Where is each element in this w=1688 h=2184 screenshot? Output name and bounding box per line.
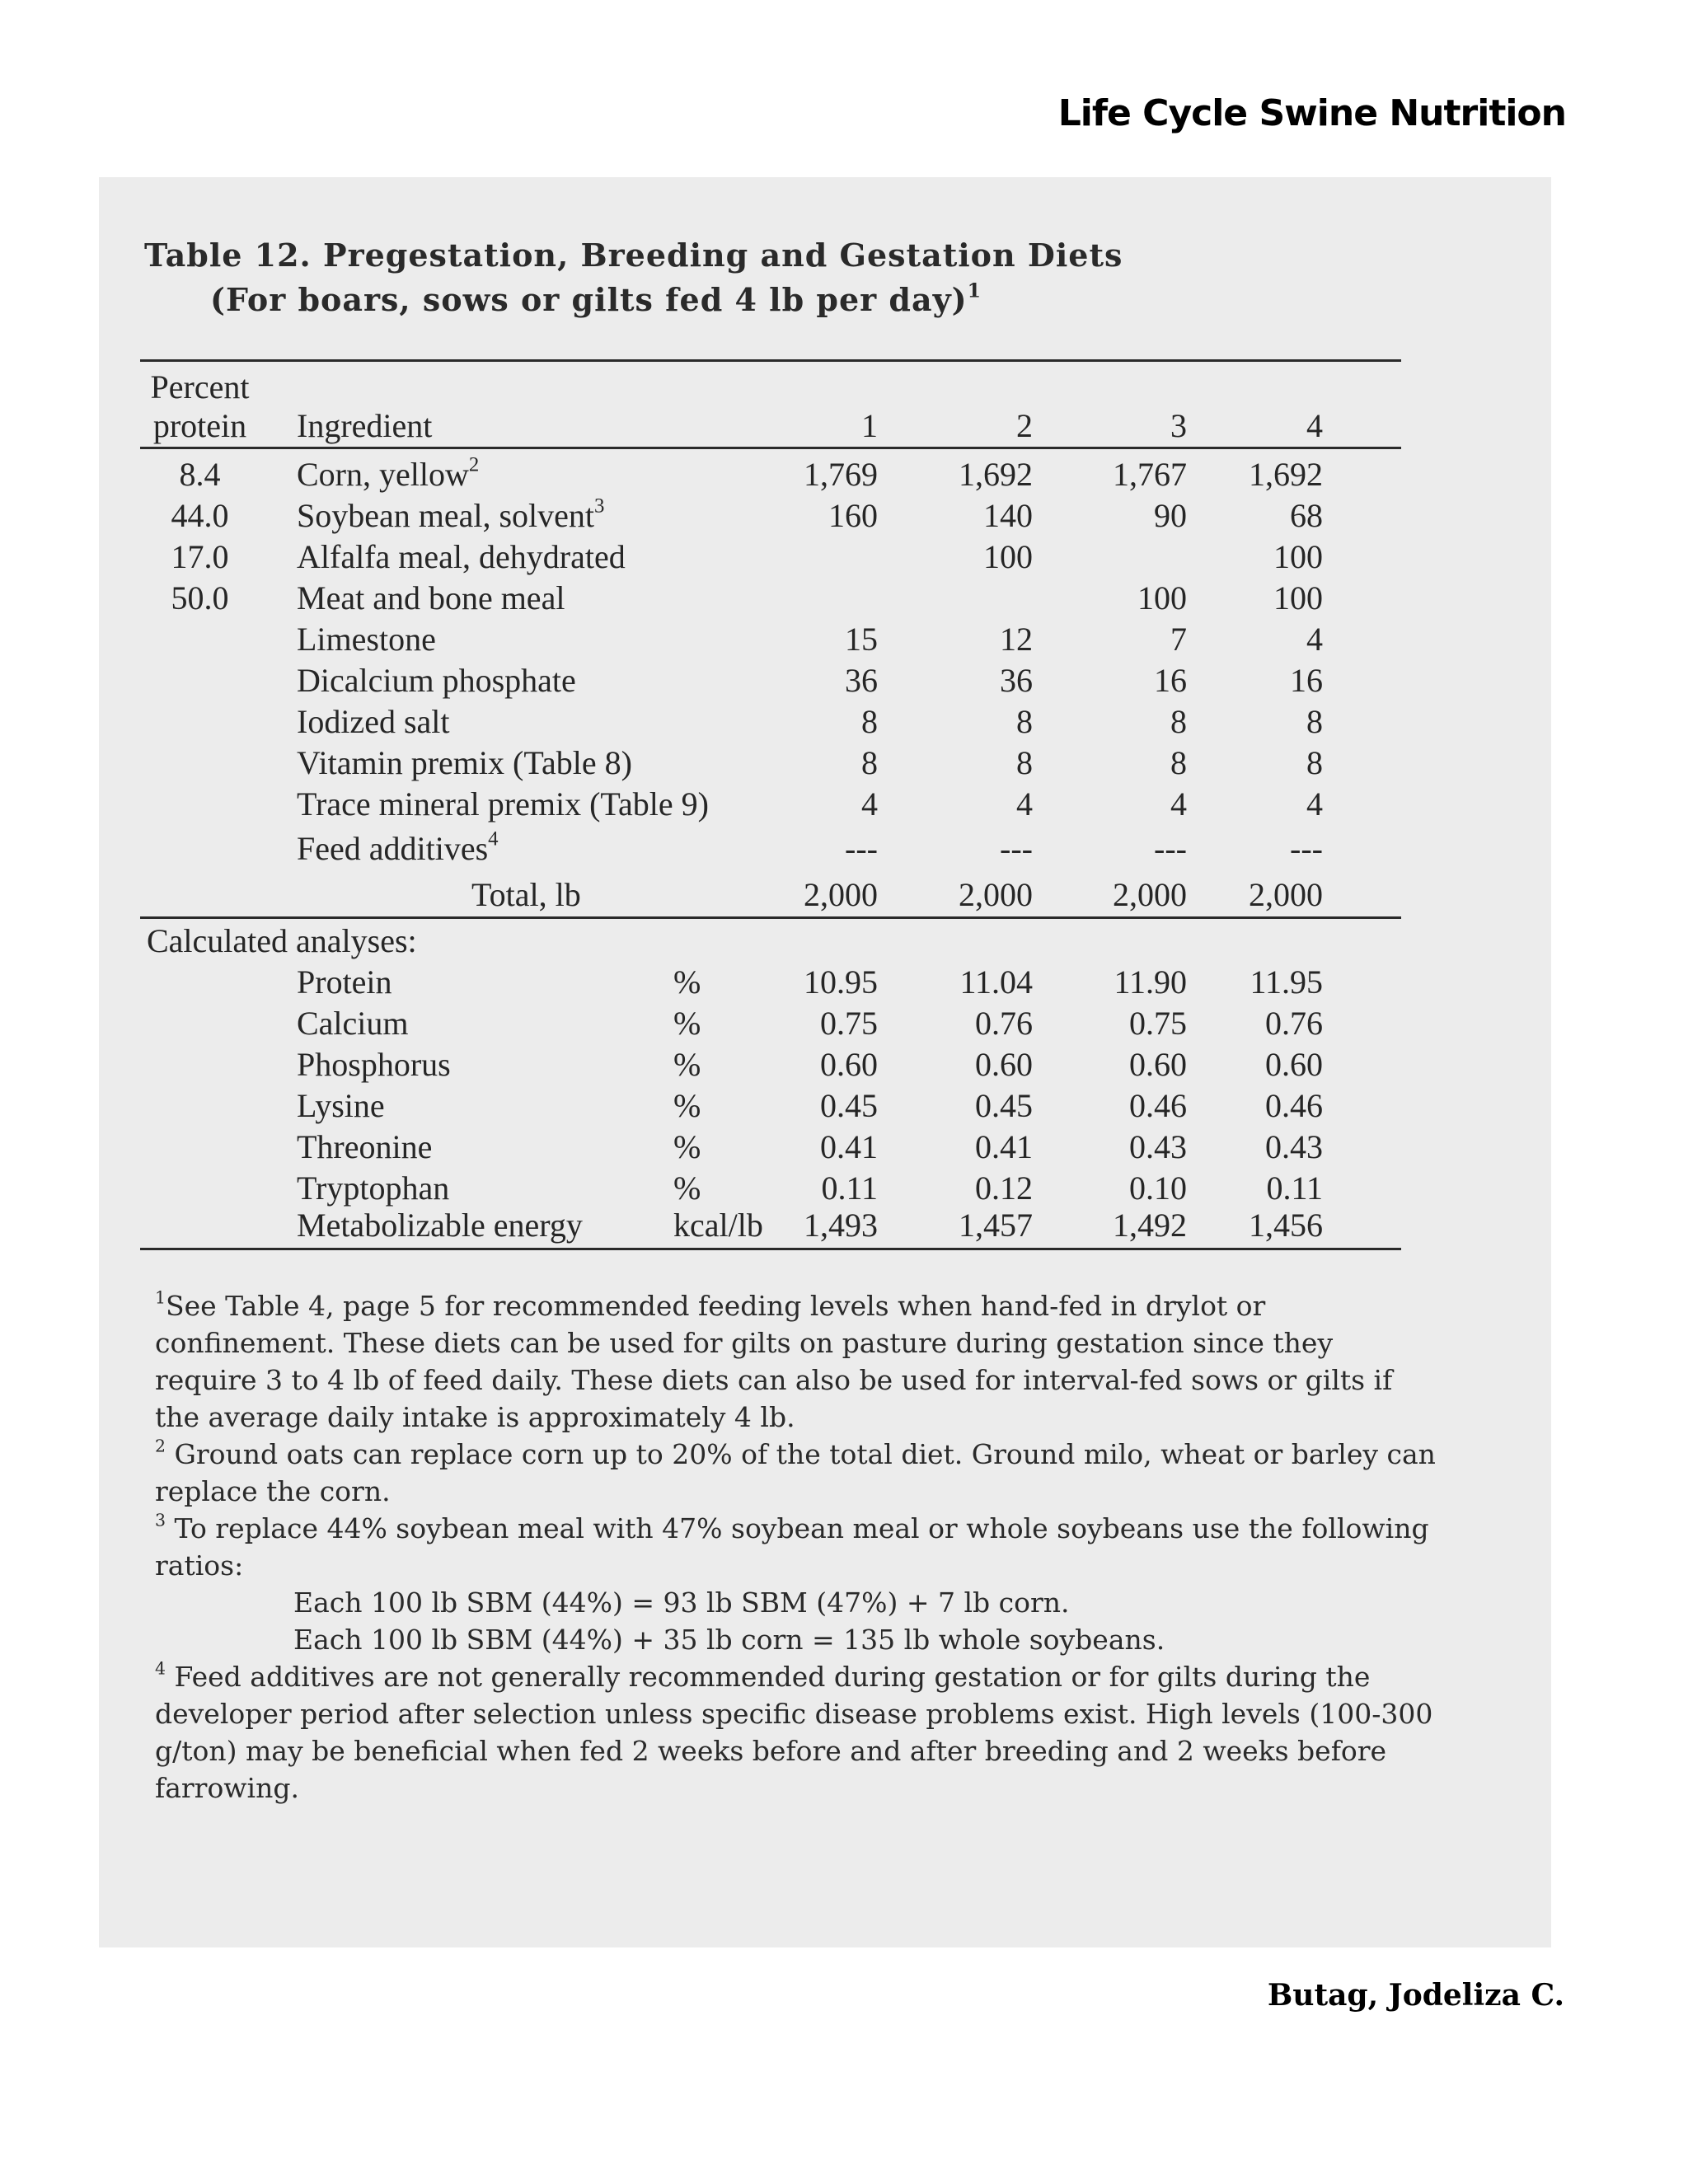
value-cell-3: 4: [1170, 785, 1187, 823]
value-cell-1: 160: [828, 497, 878, 534]
analysis-unit: kcal/lb: [673, 1207, 763, 1244]
footnote-1: [155, 1287, 1441, 1436]
value-cell-1: ---: [845, 830, 878, 867]
total-cell-4: 2,000: [1249, 876, 1323, 913]
header-col-3: 3: [1170, 407, 1187, 444]
ingredient-row: [0, 743, 1688, 784]
ingredient-name: Soybean meal, solvent: [297, 497, 595, 534]
analysis-cell-1: 1,493: [804, 1207, 878, 1244]
value-cell-4: 8: [1306, 703, 1323, 740]
value-cell-2: 8: [1016, 703, 1033, 740]
analysis-row: [0, 1168, 1688, 1209]
value-cell-2: 100: [983, 538, 1033, 575]
value-cell-2: 1,692: [959, 456, 1033, 493]
total-label: Total, lb: [471, 876, 581, 913]
analysis-cell-2: 11.04: [959, 963, 1033, 1001]
ingredient-cell: [297, 784, 709, 825]
ingredient-cell: [297, 828, 499, 869]
value-cell-4: 4: [1306, 785, 1323, 823]
footnotes: [155, 1287, 1441, 1807]
analysis-row: [0, 1044, 1688, 1085]
footnote-mark: 2: [468, 453, 480, 476]
footnote-4-text: Feed additives are not generally recommended during gestation or for gilts during the developer period after selection unless specific disease problems exist. High levels (100-300 g/ton) may be beneficial when fed 2 weeks before and after breeding and 2 weeks before farrowing.: [155, 1661, 1433, 1804]
footnote-3-ratio-1: Each 100 lb SBM (44%) = 93 lb SBM (47%) + 7 lb corn.: [293, 1586, 1070, 1619]
analysis-cell-1: 0.11: [821, 1169, 878, 1207]
value-cell-1: 15: [845, 621, 878, 658]
table-top-rule: [140, 359, 1401, 362]
ingredient-row: [0, 454, 1688, 495]
protein-cell: 50.0: [171, 579, 229, 616]
analysis-cell-3: 1,492: [1113, 1207, 1187, 1244]
analysis-cell-3: 11.90: [1114, 963, 1187, 1001]
header-row-1: [0, 367, 1688, 408]
analysis-name: Protein: [297, 963, 392, 1001]
total-cell-3: 2,000: [1113, 876, 1187, 913]
ingredient-cell: [297, 537, 626, 578]
analysis-name: Tryptophan: [297, 1169, 450, 1207]
header-row-2: [0, 405, 1688, 447]
value-cell-1: 8: [861, 744, 878, 781]
table-subtitle: (For boars, sows or gilts fed 4 lb per day): [210, 281, 968, 318]
analysis-cell-3: 0.60: [1129, 1046, 1187, 1083]
page-header-title: Life Cycle Swine Nutrition: [1057, 92, 1566, 134]
footnote-1-text: See Table 4, page 5 for recommended feeding levels when hand-fed in drylot or confinement. These diets can be used for gilts on pasture during gestation since they require 3 to 4 lb of feed daily. These diets can also be used for interval-fed sows or gilts if the average daily intake is approximately 4 lb.: [155, 1290, 1393, 1433]
analysis-cell-2: 0.12: [975, 1169, 1033, 1207]
analysis-cell-3: 0.46: [1129, 1087, 1187, 1124]
analysis-cell-4: 0.43: [1265, 1128, 1323, 1165]
ingredient-name: Meat and bone meal: [297, 579, 565, 616]
header-col-2: 2: [1016, 407, 1033, 444]
header-col-4: 4: [1306, 407, 1323, 444]
ingredient-row: [0, 828, 1688, 869]
analysis-cell-1: 10.95: [804, 963, 878, 1001]
footnote-2-mark: 2: [155, 1436, 166, 1456]
ingredient-name: Limestone: [297, 621, 436, 658]
table-subtitle-line: [144, 278, 1123, 322]
value-cell-1: 8: [861, 703, 878, 740]
protein-cell: 44.0: [171, 497, 229, 534]
ingredient-row: [0, 701, 1688, 743]
value-cell-3: 8: [1170, 703, 1187, 740]
ingredient-name: Corn, yellow: [297, 456, 469, 493]
value-cell-4: 4: [1306, 621, 1323, 658]
analysis-unit: %: [673, 1169, 701, 1207]
analysis-name: Phosphorus: [297, 1046, 451, 1083]
analysis-cell-4: 0.46: [1265, 1087, 1323, 1124]
ingredient-cell: [297, 619, 436, 660]
value-cell-2: 140: [983, 497, 1033, 534]
table-title-block: [144, 233, 1123, 322]
analysis-unit: %: [673, 963, 701, 1001]
analysis-cell-1: 0.75: [820, 1005, 878, 1042]
analysis-cell-1: 0.45: [820, 1087, 878, 1124]
footnote-2: [155, 1436, 1441, 1510]
analyses-heading-row: [0, 921, 1688, 962]
ingredient-cell: [297, 578, 565, 619]
value-cell-3: 8: [1170, 744, 1187, 781]
analysis-cell-4: 0.60: [1265, 1046, 1323, 1083]
value-cell-2: 12: [1000, 621, 1033, 658]
ingredient-cell: [297, 495, 604, 537]
analysis-row: [0, 1085, 1688, 1127]
analysis-cell-2: 0.60: [975, 1046, 1033, 1083]
value-cell-2: 4: [1016, 785, 1033, 823]
table-bottom-rule: [140, 1248, 1401, 1250]
footnote-3: [155, 1510, 1441, 1584]
value-cell-4: 16: [1290, 662, 1323, 699]
value-cell-3: 1,767: [1113, 456, 1187, 493]
footer-author: Butag, Jodeliza C.: [1267, 1978, 1564, 2013]
analysis-name: Threonine: [297, 1128, 433, 1165]
subtitle-footnote-mark: 1: [967, 279, 982, 302]
value-cell-1: 4: [861, 785, 878, 823]
ingredient-cell: [297, 454, 479, 495]
footnote-3-mark: 3: [155, 1510, 166, 1530]
analysis-cell-3: 0.10: [1129, 1169, 1187, 1207]
ingredient-cell: [297, 701, 450, 743]
footnote-2-text: Ground oats can replace corn up to 20% of the total diet. Ground milo, wheat or barley can replace the corn.: [155, 1438, 1436, 1507]
footnote-mark: 4: [488, 827, 499, 851]
analysis-cell-2: 0.41: [975, 1128, 1033, 1165]
ingredient-name: Feed additives: [297, 830, 489, 867]
analysis-cell-4: 1,456: [1249, 1207, 1323, 1244]
ingredient-row: [0, 619, 1688, 660]
header-col-1: 1: [861, 407, 878, 444]
ingredient-name: Trace mineral premix (Table 9): [297, 785, 709, 823]
value-cell-4: 8: [1306, 744, 1323, 781]
total-row: [0, 874, 1688, 916]
analysis-unit: %: [673, 1005, 701, 1042]
footnote-3-ratio-2: Each 100 lb SBM (44%) + 35 lb corn = 135 lb whole soybeans.: [293, 1624, 1165, 1656]
value-cell-3: 90: [1154, 497, 1187, 534]
header-protein: protein: [152, 407, 247, 444]
footnote-mark: 3: [594, 494, 605, 518]
analysis-cell-4: 0.11: [1266, 1169, 1323, 1207]
ingredient-row: [0, 495, 1688, 537]
total-cell-2: 2,000: [959, 876, 1033, 913]
analysis-row: [0, 1205, 1688, 1246]
total-cell-1: 2,000: [804, 876, 878, 913]
protein-cell: 8.4: [179, 456, 221, 493]
value-cell-3: 100: [1137, 579, 1187, 616]
protein-cell: 17.0: [171, 538, 229, 575]
analysis-cell-4: 0.76: [1265, 1005, 1323, 1042]
value-cell-3: ---: [1154, 830, 1187, 867]
analysis-name: Calcium: [297, 1005, 409, 1042]
value-cell-1: 1,769: [804, 456, 878, 493]
analyses-heading: Calculated analyses:: [147, 922, 417, 959]
total-bottom-rule: [140, 916, 1401, 919]
value-cell-1: 36: [845, 662, 878, 699]
value-cell-2: 36: [1000, 662, 1033, 699]
value-cell-4: ---: [1290, 830, 1323, 867]
header-ingredient: Ingredient: [297, 407, 433, 444]
ingredient-cell: [297, 743, 632, 784]
footnote-4-mark: 4: [155, 1658, 166, 1679]
analysis-cell-1: 0.60: [820, 1046, 878, 1083]
value-cell-2: ---: [1000, 830, 1033, 867]
value-cell-3: 7: [1170, 621, 1187, 658]
analysis-cell-2: 0.76: [975, 1005, 1033, 1042]
ingredient-row: [0, 537, 1688, 578]
value-cell-3: 16: [1154, 662, 1187, 699]
analysis-row: [0, 1003, 1688, 1044]
analysis-row: [0, 962, 1688, 1003]
value-cell-4: 100: [1273, 538, 1323, 575]
analysis-unit: %: [673, 1128, 701, 1165]
ingredient-row: [0, 660, 1688, 701]
analysis-unit: %: [673, 1046, 701, 1083]
value-cell-2: 8: [1016, 744, 1033, 781]
footnote-1-mark: 1: [155, 1287, 166, 1308]
ingredient-row: [0, 784, 1688, 825]
table-title: Table 12. Pregestation, Breeding and Gestation Diets: [144, 237, 1123, 274]
analysis-cell-2: 0.45: [975, 1087, 1033, 1124]
analysis-cell-1: 0.41: [820, 1128, 878, 1165]
ingredient-name: Iodized salt: [297, 703, 450, 740]
value-cell-4: 1,692: [1249, 456, 1323, 493]
analysis-cell-2: 1,457: [959, 1207, 1033, 1244]
analysis-cell-4: 11.95: [1250, 963, 1323, 1001]
ingredient-row: [0, 578, 1688, 619]
analysis-name: Metabolizable energy: [297, 1207, 583, 1244]
analysis-cell-3: 0.75: [1129, 1005, 1187, 1042]
header-percent: Percent: [150, 368, 250, 405]
analysis-row: [0, 1127, 1688, 1168]
ingredient-name: Dicalcium phosphate: [297, 662, 576, 699]
header-bottom-rule: [140, 447, 1401, 449]
analysis-unit: %: [673, 1087, 701, 1124]
ingredient-name: Vitamin premix (Table 8): [297, 744, 632, 781]
analysis-name: Lysine: [297, 1087, 385, 1124]
analysis-cell-3: 0.43: [1129, 1128, 1187, 1165]
ingredient-name: Alfalfa meal, dehydrated: [297, 538, 626, 575]
footnote-3-text: To replace 44% soybean meal with 47% soybean meal or whole soybeans use the following ratios:: [155, 1512, 1429, 1582]
ingredient-cell: [297, 660, 576, 701]
value-cell-4: 68: [1290, 497, 1323, 534]
footnote-4: [155, 1658, 1441, 1807]
value-cell-4: 100: [1273, 579, 1323, 616]
